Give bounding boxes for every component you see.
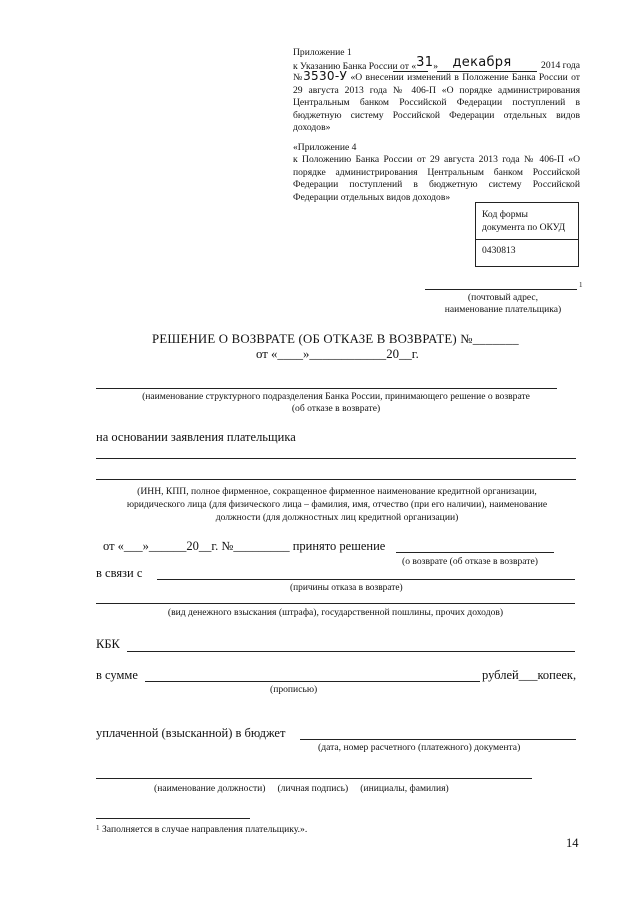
- reason-label: в связи с: [96, 566, 143, 580]
- recipient-footnote-mark: 1: [579, 281, 583, 289]
- decision-text: от «___»______20__г. №_________ принято решение: [103, 539, 386, 553]
- appendix1-date-prefix: к Указанию Банка России от «: [293, 61, 417, 72]
- page-number: 14: [566, 836, 579, 850]
- appendix1-year: 2014 года: [541, 60, 580, 71]
- division-caption-1: (наименование структурного подразделения Банка России, принимающего решение о возврате: [142, 391, 530, 402]
- recipient-caption-1: (почтовый адрес,: [467, 292, 539, 303]
- appendix1-title: Приложение 1: [293, 47, 352, 58]
- payer-caption-1: (ИНН, КПП, полное фирменное, сокращенное фирменное наименование кредитной организации,: [137, 486, 537, 497]
- appendix4-text: к Положению Банка России от 29 августа 2013 года № 406-П «О порядке администрирования Центральным банком Российской Федерации поступлений в бюджетную систему Российской Федерации отдельных видов доходов»: [293, 154, 580, 203]
- basis-text: на основании заявления плательщика: [96, 430, 296, 444]
- amount-label: в сумме: [96, 668, 138, 682]
- payer-caption-2: юридического лица (для физического лица – фамилия, имя, отчество (при его наличии), наименование: [126, 499, 548, 510]
- payer-caption-3: должности (для должностных лиц кредитной организации): [215, 512, 459, 523]
- okud-label-cell: [476, 203, 578, 240]
- signature-caption: (наименование должности) (личная подпись) (инициалы, фамилия): [154, 783, 449, 794]
- title-date: от «____»____________20__г.: [256, 347, 419, 361]
- reason-caption: (причины отказа в возврате): [290, 583, 403, 593]
- amount-suffix: рублей___копеек,: [482, 668, 577, 682]
- okud-box: [475, 202, 579, 267]
- division-caption-2: (об отказе в возврате): [291, 403, 381, 414]
- footnote-text: Заполняется в случае направления плательщику.».: [102, 824, 308, 835]
- appendix1-body: «О внесении изменений в Положение Банка России от 29 августа 2013 года № 406-П «О порядке администрирования Центральным банком Российской Федерации поступлений в бюджетную систему Российской Федерации отдельных видов доходов»: [293, 72, 581, 133]
- paid-caption: (дата, номер расчетного (платежного) документа): [318, 742, 521, 753]
- okud-label: Код формы документа по ОКУД: [482, 209, 566, 233]
- kbk-label: КБК: [96, 637, 120, 651]
- okud-code: 0430813: [482, 245, 516, 256]
- appendix1-quote: »: [433, 61, 439, 72]
- page-title: РЕШЕНИЕ О ВОЗВРАТЕ (ОБ ОТКАЗЕ В ВОЗВРАТЕ) №_______: [152, 332, 519, 346]
- appendix1-number: 3530-У: [303, 69, 348, 83]
- recipient-caption-2: наименование плательщика): [444, 304, 562, 315]
- appendix4-title: «Приложение 4: [293, 142, 357, 153]
- appendix1-day: 31: [416, 55, 434, 70]
- footnote-mark: 1: [96, 824, 100, 832]
- paid-label: уплаченной (взысканной) в бюджет: [96, 726, 286, 740]
- appendix1-number-prefix: №: [293, 72, 304, 83]
- amount-caption: (прописью): [270, 684, 318, 695]
- decision-caption: (о возврате (об отказе в возврате): [402, 556, 538, 567]
- appendix1-text: [293, 70, 580, 135]
- charge-type-caption: (вид денежного взыскания (штрафа), государственной пошлины, прочих доходов): [167, 607, 504, 618]
- appendix1-month: декабря: [452, 55, 512, 70]
